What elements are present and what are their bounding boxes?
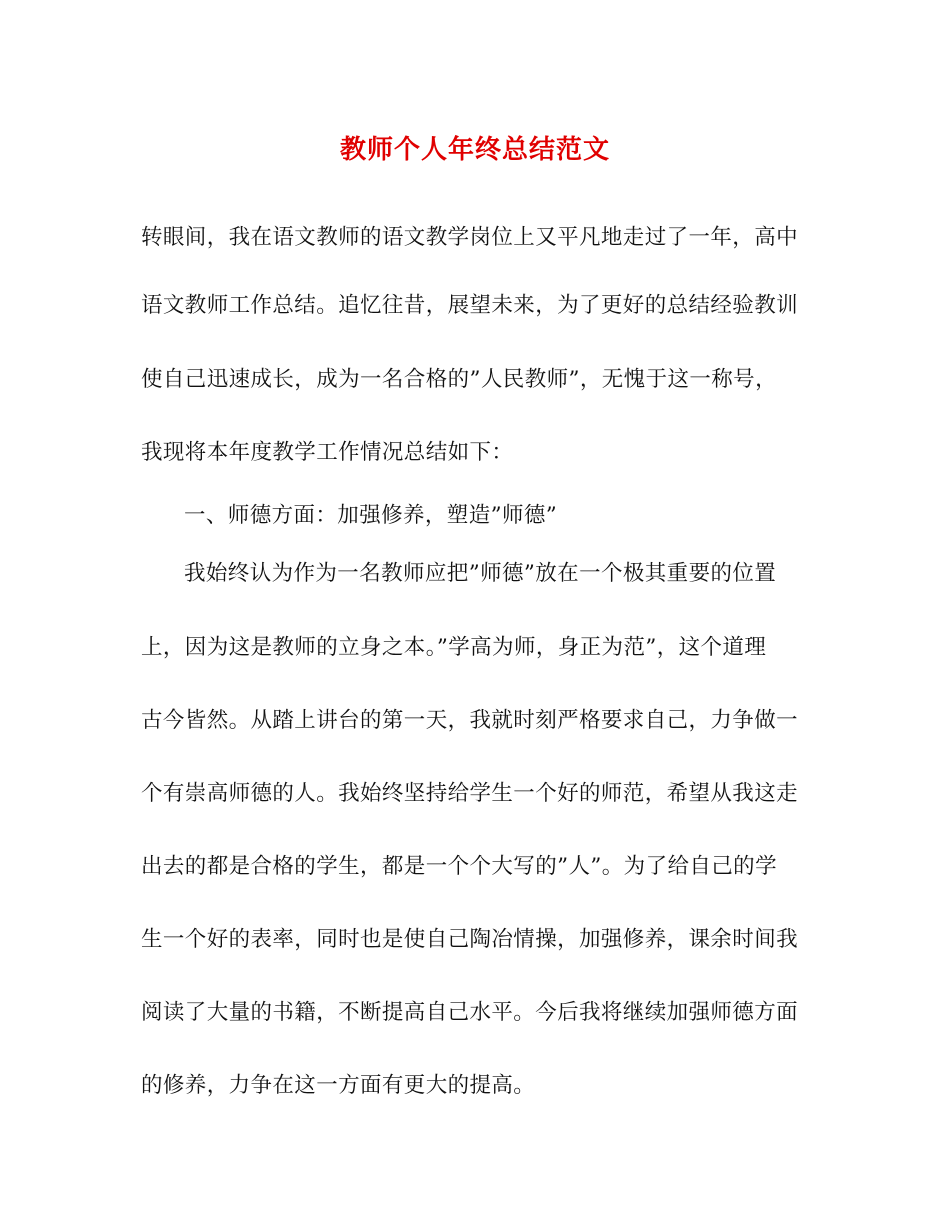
document-title: 教师个人年终总结范文 — [339, 135, 610, 165]
paragraph-line: 生一个好的表率，同时也是使自己陶冶情操，加强修养，课余时间我 — [141, 927, 799, 952]
paragraph-line: 使自己迅速成长，成为一名合格的”人民教师”，无愧于这一称号， — [141, 367, 777, 392]
paragraph-line: 阅读了大量的书籍，不断提高自己水平。今后我将继续加强师德方面 — [141, 1000, 799, 1025]
paragraph-line: 上，因为这是教师的立身之本。”学高为师，身正为范”，这个道理 — [141, 635, 767, 660]
paragraph-line: 语文教师工作总结。追忆往昔，展望未来，为了更好的总结经验教训 — [141, 293, 799, 318]
paragraph-line: 我始终认为作为一名教师应把”师德”放在一个极其重要的位置 — [184, 561, 777, 586]
paragraph-line: 转眼间，我在语文教师的语文教学岗位上又平凡地走过了一年，高中 — [141, 225, 799, 250]
section-heading: 一、师德方面：加强修养，塑造”师德” — [184, 503, 558, 528]
paragraph-line: 古今皆然。从踏上讲台的第一天，我就时刻严格要求自己，力争做一 — [141, 708, 799, 733]
paragraph-line: 出去的都是合格的学生，都是一个个大写的”人”。为了给自己的学 — [141, 854, 777, 879]
paragraph-line: 我现将本年度教学工作情况总结如下： — [141, 440, 514, 465]
paragraph-line: 个有崇高师德的人。我始终坚持给学生一个好的师范，希望从我这走 — [141, 781, 799, 806]
paragraph-line: 的修养，力争在这一方面有更大的提高。 — [141, 1073, 536, 1098]
